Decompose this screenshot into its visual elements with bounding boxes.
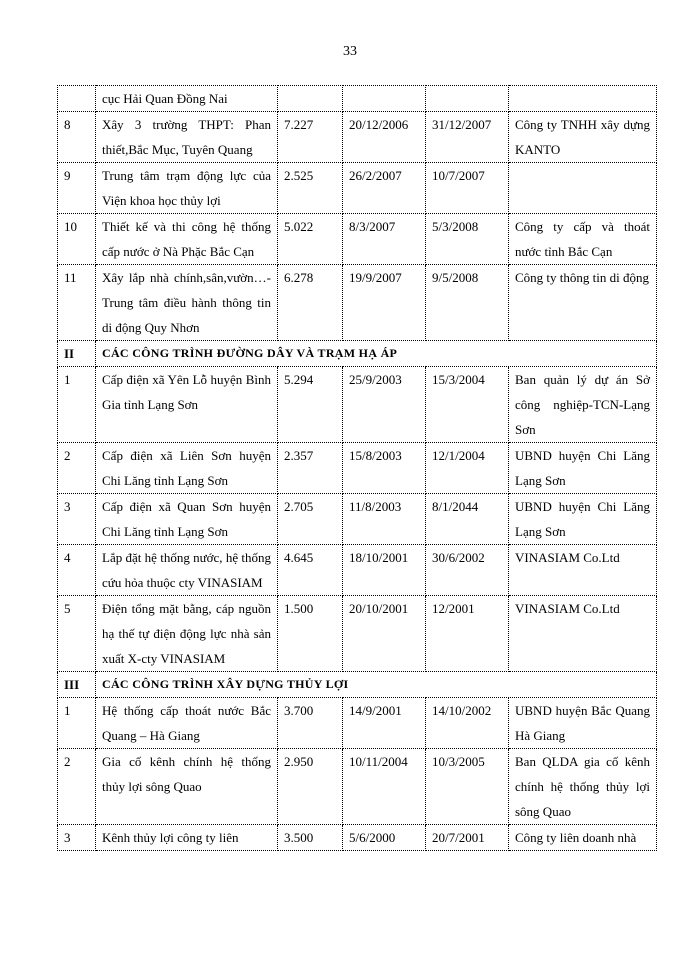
start-date: 11/8/2003	[343, 494, 426, 545]
project-value: 3.700	[278, 698, 343, 749]
row-number: 8	[58, 112, 96, 163]
start-date	[343, 86, 426, 112]
project-name: Xây lắp nhà chính,sân,vườn…- Trung tâm điều hành thông tin di động Quy Nhơn	[96, 265, 278, 341]
project-owner	[509, 163, 657, 214]
section-title: CÁC CÔNG TRÌNH XÂY DỰNG THỦY LỢI	[96, 672, 657, 698]
project-owner: Ban QLDA gia cố kênh chính hệ thống thủy lợi sông Quao	[509, 749, 657, 825]
table-row	[58, 163, 657, 214]
end-date: 5/3/2008	[426, 214, 509, 265]
start-date: 5/6/2000	[343, 825, 426, 851]
project-name: Gia cố kênh chính hệ thống thủy lợi sông Quao	[96, 749, 278, 825]
project-value: 3.500	[278, 825, 343, 851]
end-date	[426, 86, 509, 112]
row-number: 3	[58, 494, 96, 545]
row-number: 2	[58, 749, 96, 825]
project-name: Trung tâm trạm động lực của Viện khoa học thủy lợi	[96, 163, 278, 214]
table-row	[58, 494, 657, 545]
start-date: 18/10/2001	[343, 545, 426, 596]
project-name: Cấp điện xã Quan Sơn huyện Chi Lăng tỉnh Lạng Sơn	[96, 494, 278, 545]
project-value: 2.705	[278, 494, 343, 545]
project-value: 7.227	[278, 112, 343, 163]
project-value: 6.278	[278, 265, 343, 341]
project-value: 5.294	[278, 367, 343, 443]
project-value: 1.500	[278, 596, 343, 672]
project-name: Thiết kế và thi công hệ thống cấp nước ở Nà Phặc Bắc Cạn	[96, 214, 278, 265]
start-date: 15/8/2003	[343, 443, 426, 494]
section-number: II	[58, 341, 96, 367]
project-value: 4.645	[278, 545, 343, 596]
row-number: 1	[58, 367, 96, 443]
row-number: 2	[58, 443, 96, 494]
table-row	[58, 545, 657, 596]
project-owner: Công ty TNHH xây dựng KANTO	[509, 112, 657, 163]
start-date: 26/2/2007	[343, 163, 426, 214]
project-name: Hệ thống cấp thoát nước Bắc Quang – Hà Giang	[96, 698, 278, 749]
table-row	[58, 596, 657, 672]
table-row	[58, 112, 657, 163]
table-row	[58, 367, 657, 443]
project-owner: Công ty thông tin di động	[509, 265, 657, 341]
table-row	[58, 86, 657, 112]
table-row	[58, 443, 657, 494]
page-number: 33	[343, 44, 357, 59]
project-name: Lắp đặt hệ thống nước, hệ thống cứu hỏa thuộc cty VINASIAM	[96, 545, 278, 596]
end-date: 10/3/2005	[426, 749, 509, 825]
row-number: 4	[58, 545, 96, 596]
end-date: 10/7/2007	[426, 163, 509, 214]
project-name: Điện tổng mặt bằng, cáp nguồn hạ thế tự điện động lực nhà sản xuất X-cty VINASIAM	[96, 596, 278, 672]
project-name: Kênh thủy lợi công ty liên	[96, 825, 278, 851]
project-owner: UBND huyện Chi Lăng Lạng Sơn	[509, 494, 657, 545]
project-owner: Công ty cấp và thoát nước tỉnh Bắc Cạn	[509, 214, 657, 265]
end-date: 20/7/2001	[426, 825, 509, 851]
row-number: 11	[58, 265, 96, 341]
project-owner: UBND huyện Chi Lăng Lạng Sơn	[509, 443, 657, 494]
section-number: III	[58, 672, 96, 698]
row-number: 9	[58, 163, 96, 214]
end-date: 14/10/2002	[426, 698, 509, 749]
end-date: 12/2001	[426, 596, 509, 672]
table-row	[58, 698, 657, 749]
section-title: CÁC CÔNG TRÌNH ĐƯỜNG DÂY VÀ TRẠM HẠ ÁP	[96, 341, 657, 367]
project-name: Cấp điện xã Liên Sơn huyện Chi Lăng tỉnh Lạng Sơn	[96, 443, 278, 494]
section-header-row	[58, 341, 657, 367]
project-value: 5.022	[278, 214, 343, 265]
start-date: 20/10/2001	[343, 596, 426, 672]
row-number: 1	[58, 698, 96, 749]
projects-table	[57, 85, 657, 851]
table-row	[58, 214, 657, 265]
start-date: 10/11/2004	[343, 749, 426, 825]
start-date: 8/3/2007	[343, 214, 426, 265]
start-date: 25/9/2003	[343, 367, 426, 443]
end-date: 9/5/2008	[426, 265, 509, 341]
start-date: 19/9/2007	[343, 265, 426, 341]
project-value	[278, 86, 343, 112]
end-date: 31/12/2007	[426, 112, 509, 163]
project-owner: UBND huyện Bắc Quang Hà Giang	[509, 698, 657, 749]
project-value: 2.950	[278, 749, 343, 825]
start-date: 14/9/2001	[343, 698, 426, 749]
end-date: 12/1/2004	[426, 443, 509, 494]
project-value: 2.525	[278, 163, 343, 214]
project-name: Cấp điện xã Yên Lỗ huyện Bình Gia tỉnh Lạng Sơn	[96, 367, 278, 443]
row-number: 3	[58, 825, 96, 851]
project-owner: VINASIAM Co.Ltd	[509, 545, 657, 596]
section-header-row	[58, 672, 657, 698]
project-name: Xây 3 trường THPT: Phan thiết,Bắc Mục, Tuyên Quang	[96, 112, 278, 163]
table-row	[58, 265, 657, 341]
table-row	[58, 749, 657, 825]
start-date: 20/12/2006	[343, 112, 426, 163]
project-owner: VINASIAM Co.Ltd	[509, 596, 657, 672]
project-name: cục Hải Quan Đồng Nai	[96, 86, 278, 112]
project-owner: Công ty liên doanh nhà	[509, 825, 657, 851]
table-row	[58, 825, 657, 851]
end-date: 30/6/2002	[426, 545, 509, 596]
row-number: 5	[58, 596, 96, 672]
row-number: 10	[58, 214, 96, 265]
row-number	[58, 86, 96, 112]
project-value: 2.357	[278, 443, 343, 494]
end-date: 15/3/2004	[426, 367, 509, 443]
project-owner	[509, 86, 657, 112]
project-owner: Ban quản lý dự án Sở công nghiệp-TCN-Lạng Sơn	[509, 367, 657, 443]
end-date: 8/1/2044	[426, 494, 509, 545]
